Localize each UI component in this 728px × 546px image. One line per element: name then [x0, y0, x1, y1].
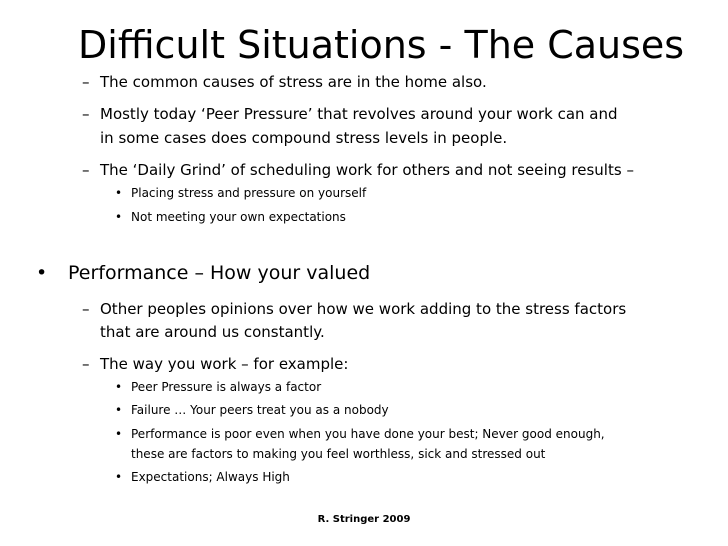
list-item: Other peoples opinions over how we work adding to the stress factors: [100, 300, 627, 318]
bullet-marker: •: [115, 186, 123, 200]
dash-marker: –: [82, 161, 90, 179]
bullet-marker: •: [115, 403, 123, 417]
sub-list-item: Expectations; Always High: [131, 470, 290, 484]
sub-list-item-continuation: these are factors to making you feel worthless, sick and stressed out: [131, 447, 546, 461]
dash-marker: –: [82, 105, 90, 123]
bullet-marker: •: [115, 427, 123, 441]
bullet-marker: •: [36, 262, 48, 284]
list-item: The common causes of stress are in the home also.: [100, 73, 487, 91]
dash-marker: –: [82, 355, 90, 373]
sub-list-item: Not meeting your own expectations: [131, 210, 346, 224]
bullet-marker: •: [115, 380, 123, 394]
dash-marker: –: [82, 73, 90, 91]
list-item-continuation: in some cases does compound stress levels in people.: [100, 129, 508, 147]
sub-list-item: Failure … Your peers treat you as a nobody: [131, 403, 389, 417]
list-item: Mostly today ‘Peer Pressure’ that revolves around your work can and: [100, 105, 618, 123]
sub-list-item: Performance is poor even when you have done your best; Never good enough,: [131, 427, 605, 441]
bullet-marker: •: [115, 210, 123, 224]
list-item: The way you work – for example:: [100, 355, 349, 373]
section-heading: Performance – How your valued: [68, 262, 371, 284]
sub-list-item: Peer Pressure is always a factor: [131, 380, 322, 394]
list-item-continuation: that are around us constantly.: [100, 323, 325, 341]
slide-title: Difficult Situations - The Causes: [78, 23, 685, 67]
bullet-marker: •: [115, 470, 123, 484]
dash-marker: –: [82, 300, 90, 318]
sub-list-item: Placing stress and pressure on yourself: [131, 186, 367, 200]
list-item: The ‘Daily Grind’ of scheduling work for others and not seeing results –: [100, 161, 634, 179]
footer-credit: R. Stringer 2009: [317, 514, 411, 525]
